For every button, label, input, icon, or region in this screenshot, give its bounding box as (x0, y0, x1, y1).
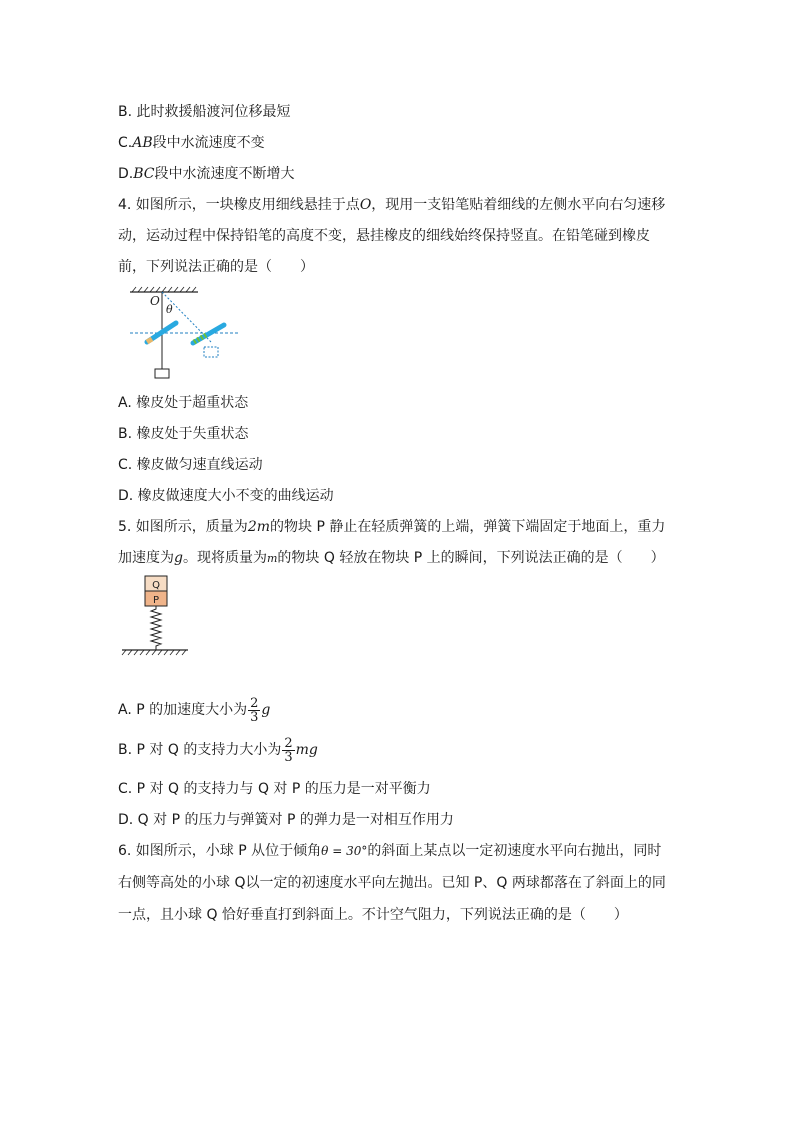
q5-option-b: B. P 对 Q 的支持力大小为 $\frac{2}{3}$ mg (118, 735, 318, 765)
q5-option-c: C. P 对 Q 的支持力与 Q 对 P 的压力是一对平衡力 (118, 781, 431, 797)
q4-option-c: C. 橡皮做匀速直线运动 (118, 457, 263, 473)
q4-stem-line-2: 动，运动过程中保持铅笔的高度不变，悬挂橡皮的细线始终保持竖直。在铅笔碰到橡皮 (118, 228, 650, 244)
q4-option-b: B. 橡皮处于失重状态 (118, 426, 249, 442)
q3-option-c-math: AB (132, 135, 153, 151)
q5-stem-line-2: 加速度为g。现将质量为m的物块 Q 轻放在物块 P 上的瞬间，下列说法正确的是（ ） (118, 550, 665, 566)
q4-stem-line-1: 4. 如图所示，一块橡皮用细线悬挂于点O，现用一支铅笔贴着细线的左侧水平向右匀速移 (118, 197, 666, 213)
q4-option-d: D. 橡皮做速度大小不变的曲线运动 (118, 488, 334, 504)
q5-option-a-fraction: $\frac{2}{3}$ (250, 695, 259, 725)
q4-stem-line-3: 前，下列说法正确的是（ ） (118, 259, 314, 275)
q3-option-b: B. 此时救援船渡河位移最短 (118, 104, 291, 120)
q4-option-a: A. 橡皮处于超重状态 (118, 395, 249, 411)
q5-fig-label-q: Q (152, 580, 160, 591)
q3-option-d-math: BC (133, 166, 155, 182)
q5-fig-label-p: P (152, 595, 160, 606)
q3-option-d: D.BC段中水流速度不断增大 (118, 166, 295, 182)
q6-stem-line-3: 一点，且小球 Q 恰好垂直打到斜面上。不计空气阻力，下列说法正确的是（ ） (118, 907, 628, 923)
q5-figure (120, 574, 195, 659)
q6-stem-line-2: 右侧等高处的小球 Q以一定的初速度水平向左抛出。已知 P、Q 两球都落在了斜面上的同 (118, 875, 666, 891)
q4-fig-label-o: O (150, 294, 160, 308)
q4-figure (120, 285, 250, 385)
q5-option-b-fraction: $\frac{2}{3}$ (284, 735, 293, 765)
q6-stem-line-1: 6. 如图所示，小球 P 从位于倾角θ = 30°的斜面上某点以一定初速度水平向右抛出，同时 (118, 843, 662, 859)
q5-stem-line-1: 5. 如图所示，质量为2m的物块 P 静止在轻质弹簧的上端，弹簧下端固定于地面上，重力 (118, 519, 666, 535)
q3-option-c: C.AB段中水流速度不变 (118, 135, 265, 151)
q5-option-d: D. Q 对 P 的压力与弹簧对 P 的弹力是一对相互作用力 (118, 812, 454, 828)
q4-fig-label-theta: θ (166, 303, 173, 316)
q5-option-a: A. P 的加速度大小为 $\frac{2}{3}$ g (118, 695, 271, 725)
